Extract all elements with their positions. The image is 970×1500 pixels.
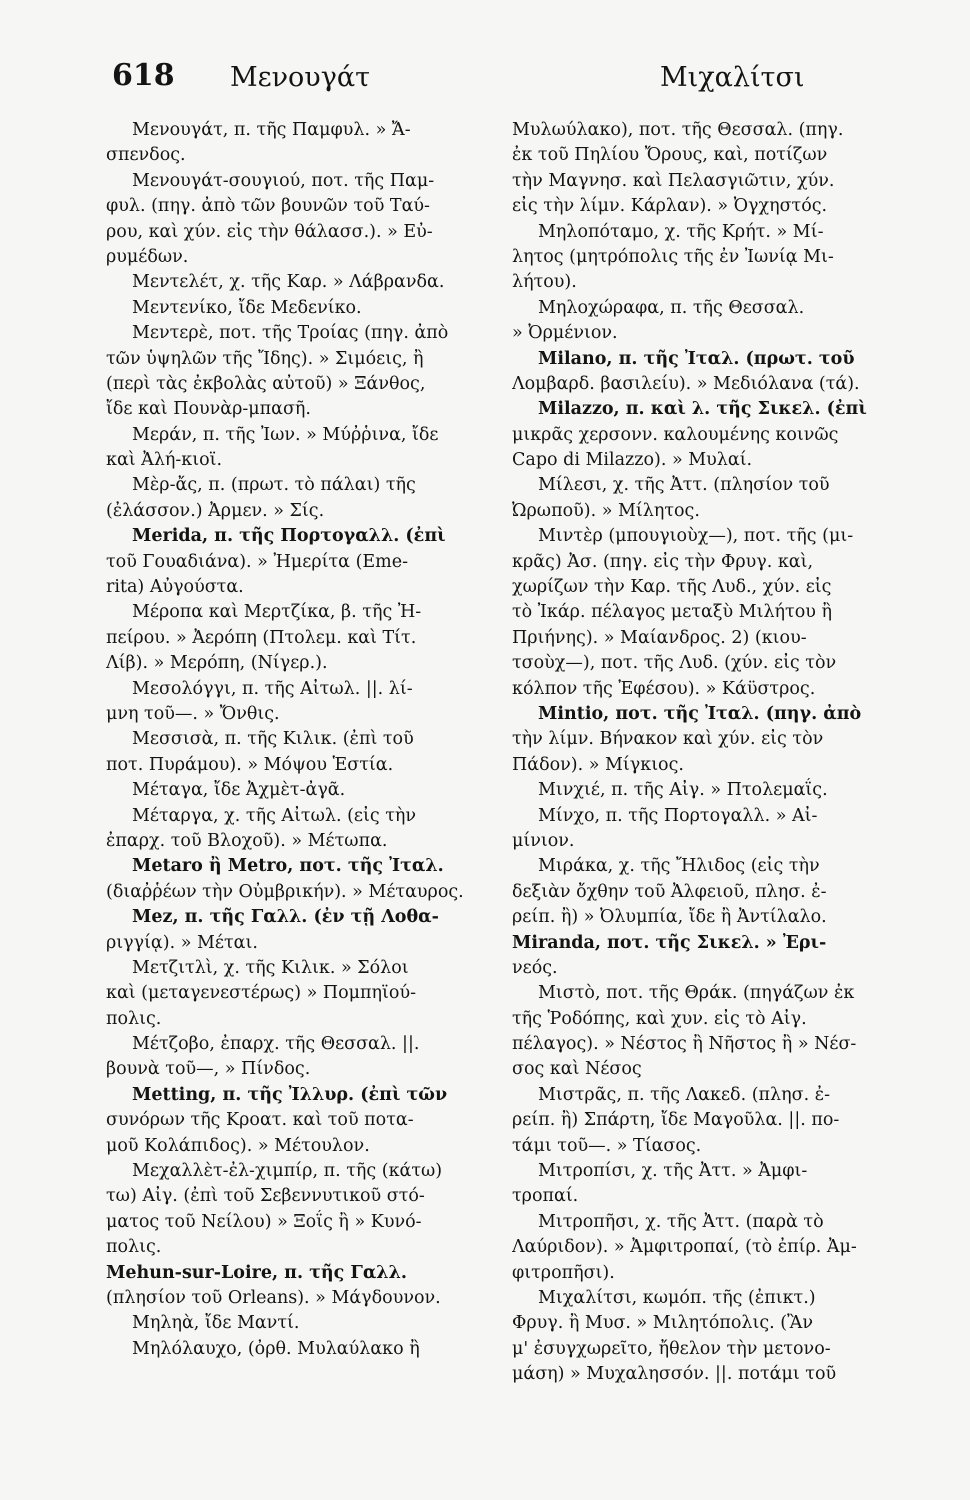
page-header [0, 58, 970, 102]
text-line: τροπαί. [512, 1186, 579, 1207]
text-line: ρείπ. ἢ) » Ὀλυμπία, ἴδε ἢ Ἀντίλαλο. [512, 907, 827, 928]
text-line: Capo di Milazzo). » Μυλαί. [512, 450, 753, 471]
text-line: Φρυγ. ἢ Μυσ. » Μιλητόπολις. (Ἂν [512, 1313, 813, 1334]
text-line: σος καὶ Νέσος [512, 1059, 642, 1080]
text-line: Μιχαλίτσι, κωμόπ. τῆς (ἐπικτ.) [538, 1287, 816, 1308]
text-line: εἰς τὴν λίμν. Κάρλαν). » Ὀγχηστός. [512, 196, 828, 217]
text-line: φυλ. (πηγ. ἀπὸ τῶν βουνῶν τοῦ Ταύ- [106, 196, 430, 217]
text-line: καὶ (μεταγενεστέρως) » Πομπηϊού- [106, 983, 416, 1004]
text-line: Λαύριδον). » Ἀμφιτροπαί, (τὸ ἐπίρ. Ἀμ- [512, 1237, 857, 1258]
text-line: Μεντερὲ, ποτ. τῆς Τροίας (πηγ. ἀπὸ [132, 323, 449, 344]
text-line: Μετζιτλὶ, χ. τῆς Κιλικ. » Σόλοι [132, 957, 409, 978]
text-line: μνη τοῦ—. » Ὄνθις. [106, 703, 280, 724]
text-line: πολις. [106, 1237, 162, 1258]
text-line: rita) Αὐγούστα. [106, 577, 244, 598]
text-line: Μηλοχώραφα, π. τῆς Θεσσαλ. [538, 297, 805, 318]
text-line: τὴν Μαγνησ. καὶ Πελασγιῶτιν, χύν. [512, 170, 835, 191]
text-line: τοῦ Γουαδιάνα). » Ἠμερίτα (Eme- [106, 551, 409, 572]
text-line: βουνὰ τοῦ—, » Πίνδος. [106, 1059, 311, 1080]
text-line: Μεράν, π. τῆς Ἰων. » Μύῤῥινα, ἴδε [132, 424, 439, 445]
text-line: φιτροπῆσι). [512, 1262, 615, 1283]
text-line: ποτ. Πυράμου). » Μόψου Ἑστία. [106, 754, 394, 775]
text-line: μάση) » Μυχαλησσόν. ||. ποτάμι τοῦ [512, 1364, 837, 1385]
text-line: Μεχαλλὲτ-ἐλ-χιμπίρ, π. τῆς (κάτω) [132, 1161, 443, 1182]
text-line: χωρίζων τὴν Καρ. τῆς Λυδ., χύν. εἰς [512, 577, 832, 598]
text-line: Μηλοπόταμο, χ. τῆς Κρήτ. » Μί- [538, 221, 824, 242]
text-line: Mez, π. τῆς Γαλλ. (ἐν τῇ Λοθα- [132, 907, 439, 928]
text-line: Μίλεσι, χ. τῆς Ἀττ. (πλησίον τοῦ [538, 475, 830, 496]
text-line: (περὶ τὰς ἐκβολὰς αὐτοῦ) » Ξάνθος, [106, 373, 426, 394]
text-line: Mintio, ποτ. τῆς Ἰταλ. (πηγ. ἀπὸ [538, 703, 862, 724]
text-line: Μιντὲρ (μπουγιοὺχ—), ποτ. τῆς (μι- [538, 526, 854, 547]
text-line: πείρου. » Ἀερόπη (Πτολεμ. καὶ Τίτ. [106, 627, 417, 648]
text-line: Μιτροπῆσι, χ. τῆς Ἀττ. (παρὰ τὸ [538, 1211, 824, 1232]
text-line: Miranda, ποτ. τῆς Σικελ. » Ἐρι- [512, 932, 827, 953]
right-column [512, 118, 926, 1388]
text-line: τὴν λίμν. Βήνακον καὶ χύν. εἰς τὸν [512, 729, 824, 750]
text-line: Μιτροπίσι, χ. τῆς Ἀττ. » Ἀμφι- [538, 1161, 808, 1182]
text-line: Λομβαρδ. βασιλείυ). » Μεδιόλανα (τά). [512, 373, 860, 394]
left-running-head: Μενουγάτ [230, 62, 371, 93]
text-line: (ἐλάσσον.) Ἀρμεν. » Σίς. [106, 500, 325, 521]
text-line: Milano, π. τῆς Ἰταλ. (πρωτ. τοῦ [538, 348, 855, 369]
text-line: Μενουγάτ, π. τῆς Παμφυλ. » Ἄ- [132, 120, 411, 140]
text-line: Λίβ). » Μερόπη, (Νίγερ.). [106, 653, 328, 674]
text-line: λητος (μητρόπολις τῆς ἐν Ἰωνίᾳ Μι- [512, 246, 834, 267]
text-line: ρου, καὶ χύν. εἰς τὴν θάλασσ.). » Εὐ- [106, 221, 433, 242]
text-line: μίνιον. [512, 830, 575, 851]
text-line: Μιστρᾶς, π. τῆς Λακεδ. (πλησ. ἐ- [538, 1084, 830, 1105]
text-line: Merida, π. τῆς Πορτογαλλ. (ἐπὶ [132, 526, 446, 547]
text-line: Πάδον). » Μίγκιος. [512, 754, 684, 775]
text-line: κρᾶς) Ἀσ. (πηγ. εἰς τὴν Φρυγ. καὶ, [512, 551, 814, 572]
text-line: Μιράκα, χ. τῆς Ἤλιδος (εἰς τὴν [538, 856, 820, 877]
right-running-head: Μιχαλίτσι [660, 62, 805, 93]
text-line: Μέταργα, χ. τῆς Αἰτωλ. (εἰς τὴν [132, 805, 417, 826]
text-line: Μενουγάτ-σουγιού, ποτ. τῆς Παμ- [132, 170, 435, 191]
text-line: ρυμέδων. [106, 246, 189, 267]
text-line: λήτου). [512, 272, 577, 293]
text-line: δεξιὰν ὄχθην τοῦ Ἀλφειοῦ, πλησ. ἐ- [512, 881, 827, 902]
text-line: κόλπον τῆς Ἐφέσου). » Κάϋστρος. [512, 678, 816, 699]
text-line: Μέταγα, ἴδε Ἀχμὲτ-ἀγᾶ. [132, 780, 346, 801]
text-line: Μίνχο, π. τῆς Πορτογαλλ. » Αἰ- [538, 805, 818, 826]
text-line: πέλαγος). » Νέστος ἢ Νῆστος ἢ » Νέσ- [512, 1034, 857, 1055]
text-line: σπενδος. [106, 145, 186, 166]
text-line: Μηλόλαυχο, (ὀρθ. Μυλαύλακο ἢ [132, 1338, 420, 1359]
text-line: Μὲρ-ἄς, π. (πρωτ. τὸ πάλαι) τῆς [132, 475, 416, 496]
text-line: ἐκ τοῦ Πηλίου Ὄρους, καὶ, ποτίζων [512, 145, 828, 166]
text-line: Metting, π. τῆς Ἰλλυρ. (ἐπὶ τῶν [132, 1084, 448, 1105]
text-line: Μέροπα καὶ Μερτζίκα, β. τῆς Ἠ- [132, 602, 422, 623]
text-line: » Ὀρμένιον. [512, 323, 618, 344]
text-line: μικρᾶς χερσονν. καλουμένης κοινῶς [512, 424, 839, 445]
text-line: τὸ Ἰκάρ. πέλαγος μεταξὺ Μιλήτου ἢ [512, 602, 832, 623]
text-line: (πλησίον τοῦ Orleans). » Μάγδουνον. [106, 1287, 441, 1308]
page-number: 618 [112, 58, 175, 93]
text-line: τσοὺχ—), ποτ. τῆς Λυδ. (χύν. εἰς τὸν [512, 653, 837, 674]
text-line: τῆς Ῥοδόπης, καὶ χυν. εἰς τὸ Αἰγ. [512, 1008, 807, 1029]
text-line: μ' ἐσυγχωρεῖτο, ἤθελον τὴν μετονο- [512, 1338, 831, 1359]
text-line: ρείπ. ἢ) Σπάρτη, ἴδε Μαγοῦλα. ||. πο- [512, 1110, 840, 1131]
text-line: Mehun-sur-Loire, π. τῆς Γαλλ. [106, 1262, 407, 1283]
text-line: νεός. [512, 957, 558, 978]
text-line: πολις. [106, 1008, 162, 1029]
text-line: Μυλωύλακο), ποτ. τῆς Θεσσαλ. (πηγ. [512, 120, 844, 140]
text-line: Ὠρωποῦ). » Μίλητος. [512, 500, 700, 521]
text-line: καὶ Ἀλή-κιοϊ. [106, 450, 223, 471]
text-line: (διαῤῥέων τὴν Οὐμβρικήν). » Μέταυρος. [106, 881, 464, 902]
text-line: Μιστὸ, ποτ. τῆς Θράκ. (πηγάζων ἐκ [538, 983, 855, 1004]
text-line: τω) Αἰγ. (ἐπὶ τοῦ Σεβεννυτικοῦ στό- [106, 1186, 425, 1207]
text-line: ἐπαρχ. τοῦ Βλοχοῦ). » Μέτωπα. [106, 830, 388, 851]
left-column [106, 118, 520, 1362]
text-line: Milazzo, π. καὶ λ. τῆς Σικελ. (ἐπὶ [538, 399, 867, 420]
text-line: ριγγίᾳ). » Μέται. [106, 932, 258, 953]
text-line: συνόρων τῆς Κροατ. καὶ τοῦ ποτα- [106, 1110, 414, 1131]
text-line: τῶν ὑψηλῶν τῆς Ἴδης). » Σιμόεις, ἢ [106, 348, 424, 369]
text-line: μοῦ Κολάπιδος). » Μέτουλον. [106, 1135, 370, 1156]
text-line: Μεσολόγγι, π. τῆς Αἰτωλ. ||. λί- [132, 678, 413, 699]
text-line: Μηληὰ, ἴδε Μαντί. [132, 1313, 300, 1334]
text-line: Μινχιέ, π. τῆς Αἰγ. » Πτολεμαΐς. [538, 780, 828, 801]
text-line: Μέτζοβο, ἐπαρχ. τῆς Θεσσαλ. ||. [132, 1034, 420, 1055]
text-line: τάμι τοῦ—. » Τίασος. [512, 1135, 702, 1156]
text-line: Μεντελέτ, χ. τῆς Καρ. » Λάβρανδα. [132, 272, 445, 293]
text-line: Μεντενίκο, ἴδε Μεδενίκο. [132, 297, 362, 318]
text-line: Μεσσισὰ, π. τῆς Κιλικ. (ἐπὶ τοῦ [132, 729, 414, 750]
text-line: Metaro ἢ Metro, ποτ. τῆς Ἰταλ. [132, 856, 444, 877]
text-line: ἴδε καὶ Πουνὰρ-μπασῆ. [106, 399, 311, 420]
text-line: Πριήνης). » Μαίανδρος. 2) (κιου- [512, 627, 807, 648]
text-line: ματος τοῦ Νείλου) » Ξοΐς ἢ » Κυνό- [106, 1211, 422, 1232]
